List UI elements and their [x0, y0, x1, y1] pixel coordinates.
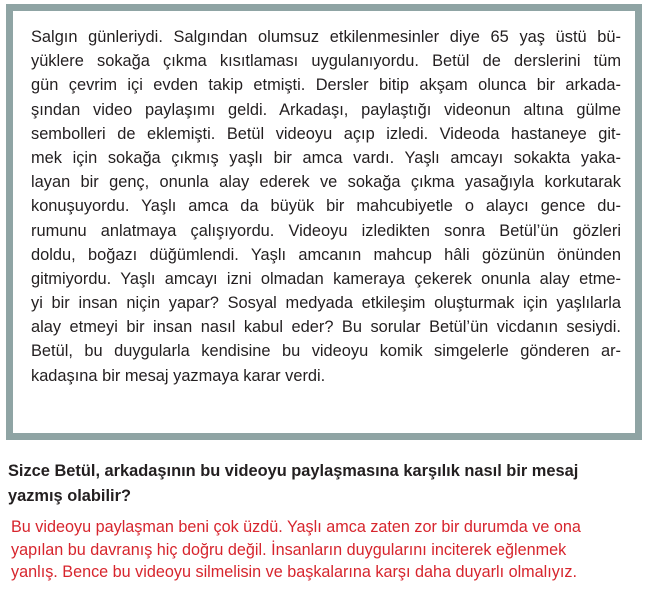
story-line: kadaşına bir mesaj yazmaya karar verdi.	[31, 366, 326, 385]
story-line: alay etmeyi bir insan nasıl kabul eder? Bu sorular Betül’ün vicdanın sesiydi.	[31, 318, 621, 337]
story-line: şından video paylaşımı geldi. Arkadaşı, paylaştığı videonun altına gülme	[31, 100, 621, 119]
story-line: gitmiyordu. Yaşlı amcayı izni olmadan kameraya çekerek onunla alay etme-	[31, 269, 621, 288]
story-line: rumunu anlatmaya çalışıyordu. Videoyu izledikten sonra Betül’ün gözleri	[31, 221, 621, 240]
answer-line: yapılan bu davranış hiç doğru değil. İnsanların duygularını inciterek eğlenmek	[11, 540, 567, 559]
story-line: Betül, bu duygularla kendisine bu videoyu komik simgelerle gönderen ar-	[31, 342, 621, 361]
story-line: mek için sokağa çıkmış yaşlı bir amca vardı. Yaşlı amcayı sokakta yaka-	[31, 148, 621, 167]
answer	[11, 516, 645, 584]
question	[8, 459, 640, 509]
story-line: gün çevrim içi evden takip etmişti. Dersler bitip akşam olunca bir arkada-	[31, 76, 621, 95]
story-text	[13, 11, 635, 433]
story-line: sembolleri de eklemişti. Betül videoyu açıp izledi. Videoda hastaneye git-	[31, 124, 621, 143]
story-line: yi bir insan niçin yapar? Sosyal medyada etkileşim oluşturmak için yaşlılarla	[31, 294, 621, 313]
story-line: layan bir genç, onunla alay ederek ve sokağa çıkma yasağıyla korkutarak	[31, 173, 621, 192]
question-line: Sizce Betül, arkadaşının bu videoyu paylaşmasına karşılık nasıl bir mesaj	[8, 462, 579, 480]
answer-line: Bu videoyu paylaşman beni çok üzdü. Yaşlı amca zaten zor bir durumda ve ona	[11, 518, 581, 536]
question-line: yazmış olabilir?	[8, 487, 131, 505]
story-line: konuşuyordu. Yaşlı amca da büyük bir mahcubiyetle o alaycı gence du-	[31, 197, 621, 216]
story-line: yüklere sokağa çıkma kısıtlaması uygulanıyordu. Betül de derslerini tüm	[31, 52, 621, 71]
story-box	[6, 4, 642, 440]
story-line: doldu, boğazı düğümlendi. Yaşlı amcanın mahcup hâli gözünün önünden	[31, 245, 621, 264]
story-line: Salgın günleriydi. Salgından olumsuz etkilenmesinler diye 65 yaş üstü bü-	[31, 28, 621, 46]
answer-line: yanlış. Bence bu videoyu silmelisin ve başkalarına karşı daha duyarlı olmalıyız.	[11, 563, 577, 581]
